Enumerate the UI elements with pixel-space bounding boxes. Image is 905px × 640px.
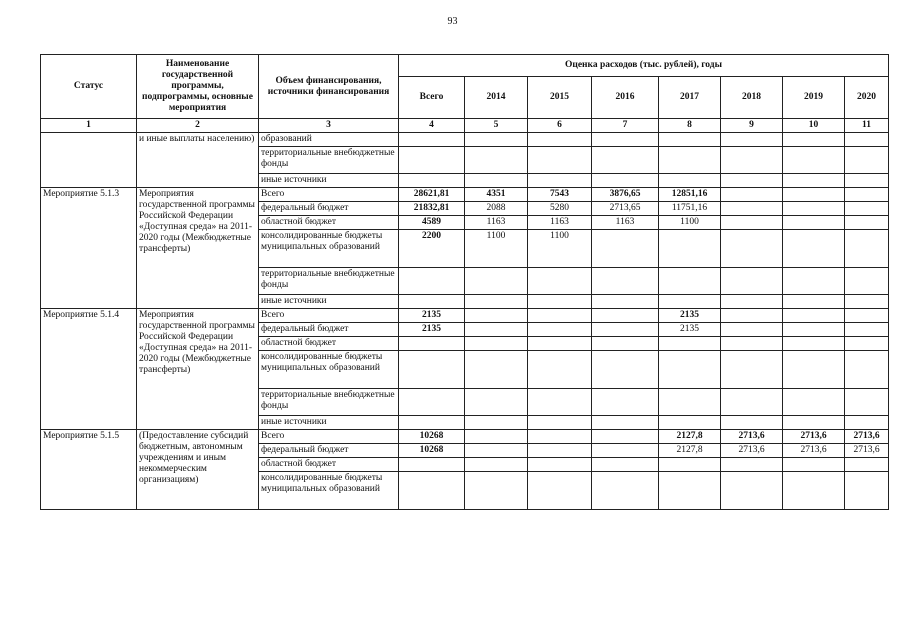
value-cell	[721, 351, 783, 389]
value-cell	[528, 337, 592, 351]
funding-source-cell: федеральный бюджет	[259, 444, 399, 458]
value-cell: 12851,16	[659, 188, 721, 202]
value-cell	[399, 133, 465, 147]
value-cell	[659, 472, 721, 510]
value-cell	[783, 133, 845, 147]
value-cell	[659, 295, 721, 309]
value-cell	[845, 351, 889, 389]
value-cell	[783, 458, 845, 472]
value-cell	[528, 416, 592, 430]
budget-table	[40, 54, 889, 510]
value-cell: 2713,6	[721, 430, 783, 444]
value-cell	[721, 337, 783, 351]
value-cell	[845, 268, 889, 295]
funding-source-cell: иные источники	[259, 295, 399, 309]
header-year-0: Всего	[399, 77, 465, 119]
value-cell	[592, 458, 659, 472]
value-cell: 2088	[465, 202, 528, 216]
column-number-6: 6	[528, 119, 592, 133]
value-cell	[721, 309, 783, 323]
value-cell	[845, 230, 889, 268]
value-cell	[783, 230, 845, 268]
value-cell	[399, 337, 465, 351]
value-cell	[465, 458, 528, 472]
value-cell	[721, 295, 783, 309]
value-cell	[845, 147, 889, 174]
value-cell	[592, 309, 659, 323]
header-year-7: 2020	[845, 77, 889, 119]
value-cell	[721, 174, 783, 188]
column-number-8: 8	[659, 119, 721, 133]
column-number-3: 3	[259, 119, 399, 133]
table-row	[41, 133, 889, 147]
value-cell: 1163	[592, 216, 659, 230]
program-name-cell: Мероприятия государственной программы Российской Федерации «Доступная среда» на 2011-2020 годы (Межбюджетные трансферты)	[137, 309, 259, 430]
value-cell	[465, 444, 528, 458]
value-cell	[659, 389, 721, 416]
header-status: Статус	[41, 55, 137, 119]
header-estimate: Оценка расходов (тыс. рублей), годы	[399, 55, 889, 77]
value-cell	[465, 268, 528, 295]
funding-source-cell: иные источники	[259, 416, 399, 430]
header-year-3: 2016	[592, 77, 659, 119]
value-cell	[845, 472, 889, 510]
status-cell: Мероприятие 5.1.5	[41, 430, 137, 510]
value-cell	[659, 268, 721, 295]
page-number: 93	[447, 16, 458, 27]
program-name-cell: и иные выплаты населению)	[137, 133, 259, 188]
value-cell: 2713,65	[592, 202, 659, 216]
value-cell	[465, 351, 528, 389]
value-cell: 1100	[528, 230, 592, 268]
value-cell: 1163	[465, 216, 528, 230]
funding-source-cell: территориальные внебюджетные фонды	[259, 147, 399, 174]
value-cell	[783, 323, 845, 337]
column-number-1: 1	[41, 119, 137, 133]
value-cell	[465, 472, 528, 510]
value-cell: 11751,16	[659, 202, 721, 216]
value-cell: 1163	[528, 216, 592, 230]
status-cell: Мероприятие 5.1.4	[41, 309, 137, 430]
value-cell: 10268	[399, 444, 465, 458]
value-cell	[399, 295, 465, 309]
status-cell	[41, 133, 137, 188]
value-cell	[721, 268, 783, 295]
table-row	[41, 188, 889, 202]
value-cell	[465, 309, 528, 323]
value-cell	[528, 472, 592, 510]
value-cell	[399, 351, 465, 389]
value-cell	[528, 174, 592, 188]
value-cell	[783, 295, 845, 309]
value-cell: 21832,81	[399, 202, 465, 216]
value-cell	[845, 216, 889, 230]
column-number-7: 7	[592, 119, 659, 133]
value-cell: 2135	[659, 309, 721, 323]
funding-source-cell: территориальные внебюджетные фонды	[259, 389, 399, 416]
value-cell	[721, 202, 783, 216]
value-cell	[528, 444, 592, 458]
value-cell	[721, 458, 783, 472]
value-cell	[845, 416, 889, 430]
header-year-4: 2017	[659, 77, 721, 119]
value-cell	[592, 174, 659, 188]
value-cell	[845, 458, 889, 472]
value-cell	[592, 230, 659, 268]
value-cell	[528, 268, 592, 295]
value-cell	[399, 416, 465, 430]
value-cell	[399, 174, 465, 188]
value-cell	[659, 337, 721, 351]
value-cell	[845, 202, 889, 216]
value-cell	[399, 147, 465, 174]
value-cell: 2135	[659, 323, 721, 337]
value-cell	[721, 188, 783, 202]
value-cell	[783, 351, 845, 389]
value-cell: 7543	[528, 188, 592, 202]
value-cell	[528, 295, 592, 309]
value-cell	[783, 337, 845, 351]
value-cell	[465, 133, 528, 147]
value-cell	[845, 295, 889, 309]
value-cell	[465, 323, 528, 337]
value-cell: 3876,65	[592, 188, 659, 202]
value-cell	[528, 430, 592, 444]
funding-source-cell: федеральный бюджет	[259, 202, 399, 216]
value-cell: 2713,6	[721, 444, 783, 458]
value-cell	[592, 389, 659, 416]
program-name-cell: (Предоставление субсидий бюджетным, автономным учреждениям и иным некоммерческим организациям)	[137, 430, 259, 510]
funding-source-cell: иные источники	[259, 174, 399, 188]
value-cell	[592, 444, 659, 458]
value-cell	[783, 216, 845, 230]
value-cell	[845, 188, 889, 202]
funding-source-cell: Всего	[259, 309, 399, 323]
column-number-10: 10	[783, 119, 845, 133]
value-cell	[659, 230, 721, 268]
value-cell	[783, 188, 845, 202]
value-cell	[592, 472, 659, 510]
header-year-6: 2019	[783, 77, 845, 119]
funding-source-cell: консолидированные бюджеты муниципальных образований	[259, 472, 399, 510]
value-cell: 2200	[399, 230, 465, 268]
funding-source-cell: Всего	[259, 430, 399, 444]
value-cell	[783, 202, 845, 216]
column-number-5: 5	[465, 119, 528, 133]
value-cell	[592, 268, 659, 295]
column-number-9: 9	[721, 119, 783, 133]
value-cell	[528, 133, 592, 147]
funding-source-cell: областной бюджет	[259, 337, 399, 351]
column-number-11: 11	[845, 119, 889, 133]
value-cell	[845, 389, 889, 416]
value-cell	[465, 174, 528, 188]
value-cell	[721, 216, 783, 230]
value-cell	[721, 472, 783, 510]
value-cell	[845, 133, 889, 147]
value-cell	[783, 309, 845, 323]
value-cell	[528, 389, 592, 416]
value-cell: 2127,8	[659, 430, 721, 444]
value-cell: 4589	[399, 216, 465, 230]
value-cell	[721, 147, 783, 174]
value-cell: 10268	[399, 430, 465, 444]
value-cell	[783, 147, 845, 174]
status-cell: Мероприятие 5.1.3	[41, 188, 137, 309]
funding-source-cell: образований	[259, 133, 399, 147]
value-cell	[721, 389, 783, 416]
value-cell	[592, 416, 659, 430]
value-cell: 2127,8	[659, 444, 721, 458]
value-cell: 1100	[659, 216, 721, 230]
value-cell	[592, 430, 659, 444]
value-cell: 1100	[465, 230, 528, 268]
value-cell	[721, 133, 783, 147]
value-cell	[592, 133, 659, 147]
header-name: Наименование государственной программы, подпрограммы, основные мероприятия	[137, 55, 259, 119]
value-cell	[659, 147, 721, 174]
value-cell	[399, 472, 465, 510]
value-cell	[721, 230, 783, 268]
value-cell	[845, 337, 889, 351]
value-cell	[399, 389, 465, 416]
table-row	[41, 309, 889, 323]
funding-source-cell: областной бюджет	[259, 216, 399, 230]
value-cell	[528, 351, 592, 389]
funding-source-cell: консолидированные бюджеты муниципальных образований	[259, 230, 399, 268]
header-year-1: 2014	[465, 77, 528, 119]
header-volume: Объем финансирования, источники финансирования	[259, 55, 399, 119]
value-cell: 2713,6	[845, 430, 889, 444]
value-cell	[528, 458, 592, 472]
value-cell	[783, 416, 845, 430]
funding-source-cell: федеральный бюджет	[259, 323, 399, 337]
value-cell: 2135	[399, 309, 465, 323]
funding-source-cell: Всего	[259, 188, 399, 202]
value-cell	[592, 351, 659, 389]
value-cell	[592, 295, 659, 309]
value-cell	[845, 174, 889, 188]
value-cell	[399, 268, 465, 295]
value-cell	[465, 147, 528, 174]
value-cell	[465, 416, 528, 430]
value-cell	[845, 323, 889, 337]
value-cell	[783, 472, 845, 510]
funding-source-cell: территориальные внебюджетные фонды	[259, 268, 399, 295]
value-cell	[783, 174, 845, 188]
value-cell: 2713,6	[783, 430, 845, 444]
funding-source-cell: консолидированные бюджеты муниципальных образований	[259, 351, 399, 389]
value-cell	[528, 323, 592, 337]
value-cell	[465, 337, 528, 351]
value-cell	[659, 133, 721, 147]
value-cell	[465, 295, 528, 309]
value-cell	[783, 389, 845, 416]
value-cell	[399, 458, 465, 472]
column-number-4: 4	[399, 119, 465, 133]
value-cell	[659, 416, 721, 430]
value-cell	[659, 458, 721, 472]
column-number-2: 2	[137, 119, 259, 133]
value-cell	[845, 309, 889, 323]
funding-source-cell: областной бюджет	[259, 458, 399, 472]
value-cell	[592, 337, 659, 351]
value-cell: 28621,81	[399, 188, 465, 202]
value-cell	[592, 323, 659, 337]
value-cell	[528, 147, 592, 174]
value-cell: 5280	[528, 202, 592, 216]
value-cell	[783, 268, 845, 295]
value-cell	[465, 389, 528, 416]
header-year-5: 2018	[721, 77, 783, 119]
value-cell	[659, 351, 721, 389]
value-cell	[721, 416, 783, 430]
value-cell	[465, 430, 528, 444]
value-cell	[528, 309, 592, 323]
value-cell	[659, 174, 721, 188]
value-cell: 2135	[399, 323, 465, 337]
value-cell: 4351	[465, 188, 528, 202]
program-name-cell: Мероприятия государственной программы Российской Федерации «Доступная среда» на 2011-2020 годы (Межбюджетные трансферты)	[137, 188, 259, 309]
value-cell: 2713,6	[783, 444, 845, 458]
table-row	[41, 430, 889, 444]
value-cell	[592, 147, 659, 174]
header-year-2: 2015	[528, 77, 592, 119]
value-cell	[721, 323, 783, 337]
value-cell: 2713,6	[845, 444, 889, 458]
